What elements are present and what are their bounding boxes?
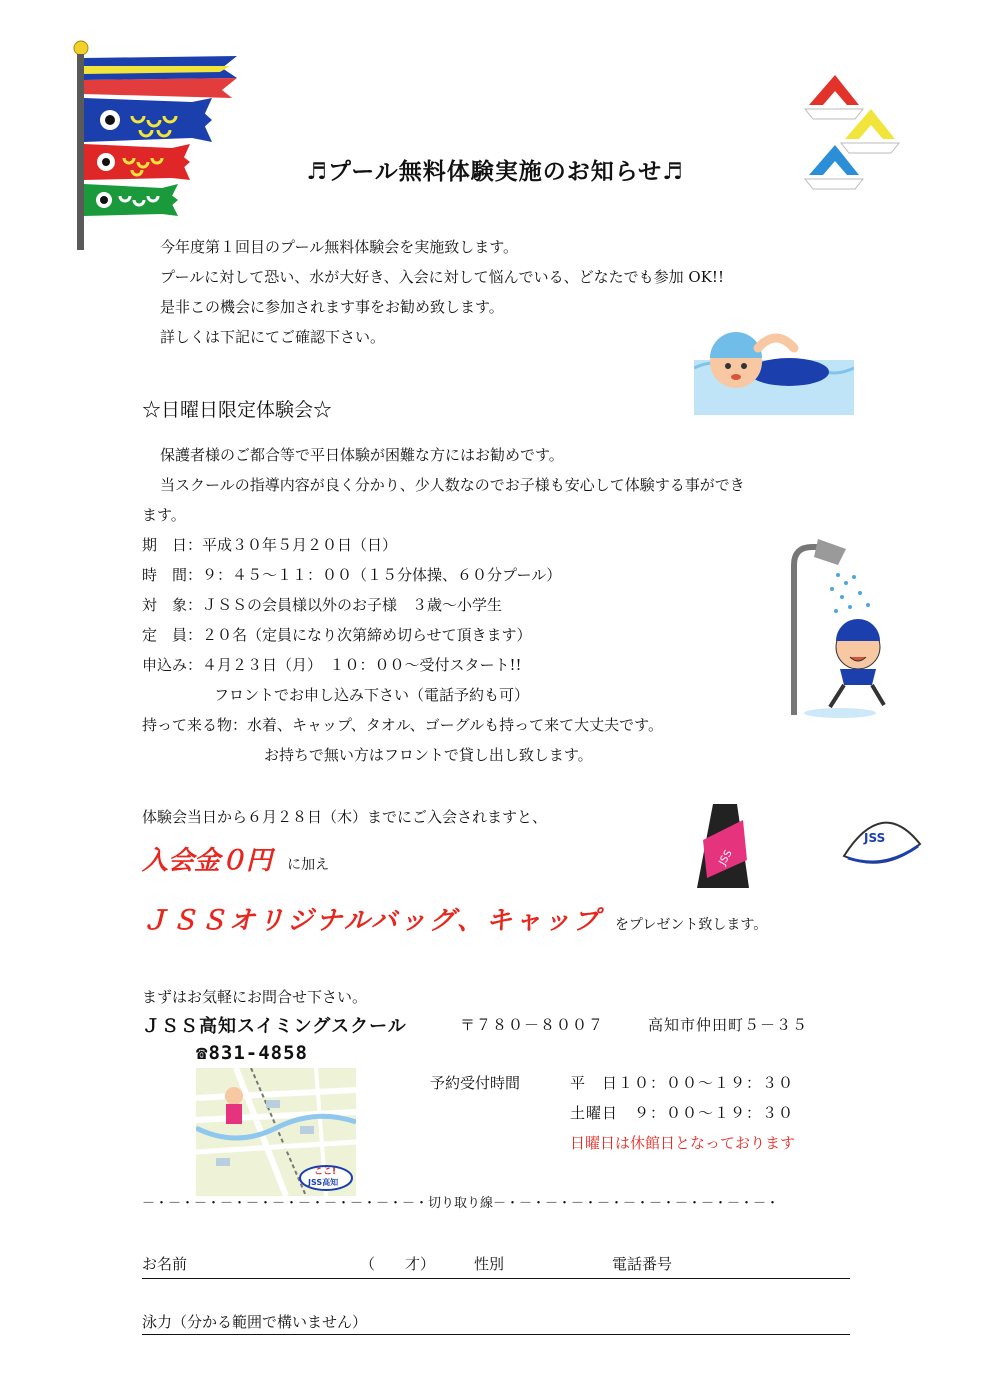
koinobori-illustration bbox=[62, 38, 252, 258]
shower-child-illustration bbox=[780, 535, 900, 720]
detail-apply: 申込み：４月２３日（月） １０：００～受付スタート!! bbox=[142, 656, 522, 674]
saturday-hours: 土曜日 ９：００～１９：３０ bbox=[570, 1104, 795, 1122]
swim-ability-field[interactable] bbox=[142, 1310, 850, 1335]
intro-paragraph bbox=[160, 232, 724, 352]
detail-apply-note: フロントでお申し込み下さい（電話予約も可） bbox=[214, 686, 530, 704]
school-name: ＪＳＳ高知スイミングスクール bbox=[142, 1016, 407, 1037]
promo-gift-text: ＪＳＳオリジナルバッグ、キャップ bbox=[142, 906, 602, 936]
age-label: （ 才） bbox=[360, 1255, 436, 1273]
gender-label: 性別 bbox=[474, 1255, 505, 1273]
contact-lead: まずはお気軽にお問合せ下さい。 bbox=[142, 988, 368, 1006]
intro-line: 詳しくは下記にてご確認下さい。 bbox=[160, 328, 386, 346]
cap-label: JSS bbox=[864, 831, 886, 845]
gender-field[interactable] bbox=[474, 1252, 578, 1276]
sunday-section-details bbox=[142, 440, 854, 770]
map-badge-bottom: JSS高知 bbox=[308, 1178, 339, 1187]
promo-fee-text: 入会金０円 bbox=[142, 846, 273, 876]
cut-line: －・－・－・－・－・－・－・－・－・－・－・切り取り線－・－・－・－・－・－・－・－・－・－・－・ bbox=[142, 1196, 780, 1211]
phone-number-line bbox=[196, 1042, 308, 1064]
name-label: お名前 bbox=[142, 1255, 188, 1273]
phone-label: 電話番号 bbox=[612, 1255, 673, 1273]
phone-icon: ☎ bbox=[196, 1042, 209, 1064]
promo-gift-suffix: をプレゼント致します。 bbox=[614, 917, 768, 933]
section-description: 当スクールの指導内容が良く分かり、少人数なのでお子様も安心して体験する事ができ bbox=[160, 476, 745, 494]
sunday-closed-note: 日曜日は休館日となっております bbox=[570, 1134, 796, 1152]
swimmer-illustration bbox=[694, 320, 854, 415]
detail-capacity: 定 員：２０名（定員になり次第締め切らせて頂きます） bbox=[142, 626, 532, 644]
reservation-hours-label: 予約受付時間 bbox=[430, 1074, 521, 1092]
access-map bbox=[196, 1068, 356, 1196]
sunday-section-heading: ☆日曜日限定体験会☆ bbox=[142, 399, 333, 421]
phone-number: 831-4858 bbox=[208, 1042, 308, 1064]
detail-target: 対 象：ＪＳＳの会員様以外のお子様 ３歳～小学生 bbox=[142, 596, 503, 614]
promo-gift-line bbox=[142, 900, 767, 937]
jss-cap-illustration bbox=[838, 812, 924, 870]
intro-line: 是非この機会に参加されます事をお勧め致します。 bbox=[160, 298, 504, 316]
map-badge-top: ここ! bbox=[314, 1167, 337, 1177]
jss-bag-illustration bbox=[693, 800, 753, 895]
swim-ability-label: 泳力（分かる範囲で構いません） bbox=[142, 1313, 368, 1331]
phone-field[interactable] bbox=[612, 1252, 850, 1276]
weekday-hours: 平 日１０：００～１９：３０ bbox=[570, 1074, 795, 1092]
bag-label: JSS bbox=[717, 848, 735, 868]
page-title: ♬プール無料体験実施のお知らせ♬ bbox=[306, 159, 684, 185]
promo-lead: 体験会当日から６月２８日（木）までにご入会されますと、 bbox=[142, 808, 548, 826]
promo-fee-line bbox=[142, 840, 329, 877]
detail-bring: 持って来る物：水着、キャップ、タオル、ゴーグルも持って来て大丈夫です。 bbox=[142, 716, 663, 734]
detail-time: 時 間：９：４５～１１：００（１５分体操、６０分プール） bbox=[142, 566, 562, 584]
intro-line: プールに対して恐い、水が大好き、入会に対して悩んでいる、どなたでも参加 OK!! bbox=[160, 268, 724, 286]
promo-fee-suffix: に加え bbox=[287, 857, 330, 873]
postal-code: 〒７８０－８００７ bbox=[460, 1016, 605, 1034]
detail-bring-note: お持ちで無い方はフロントで貸し出し致します。 bbox=[264, 746, 593, 764]
section-description: ます。 bbox=[142, 506, 186, 524]
detail-date: 期 日：平成３０年５月２０日（日） bbox=[142, 536, 398, 554]
intro-line: 今年度第１回目のプール無料体験会を実施致します。 bbox=[160, 238, 519, 256]
address: 高知市仲田町５－３５ bbox=[648, 1016, 809, 1034]
section-description: 保護者様のご都合等で平日体験が困難な方にはお勧めです。 bbox=[160, 446, 564, 464]
